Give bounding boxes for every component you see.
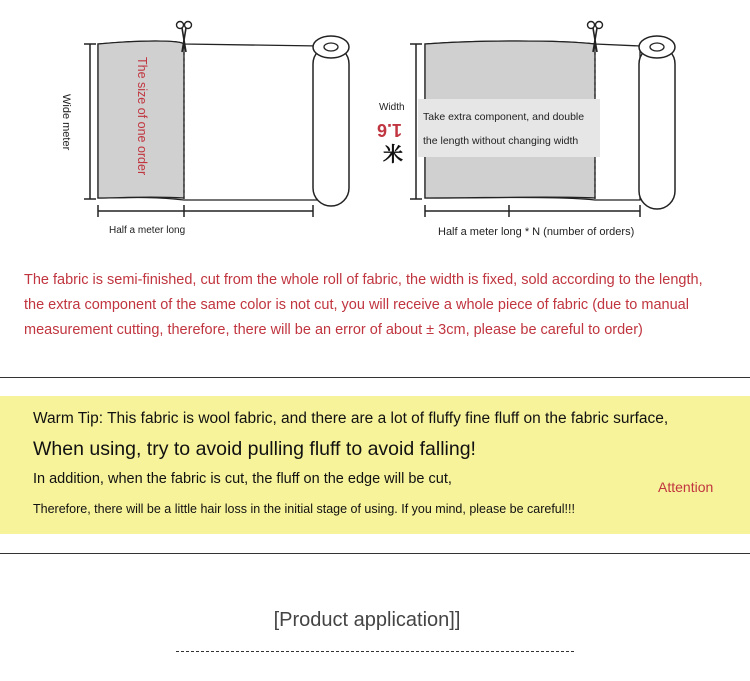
fabric-roll — [313, 46, 349, 206]
warm-tip-line-1: Warm Tip: This fabric is wool fabric, and there are a lot of fluffy fine fluff on the fabric surface, — [33, 410, 669, 427]
callout-line-2: the length without changing width — [423, 135, 579, 147]
dashed-divider — [176, 651, 574, 652]
width-label: Width — [379, 102, 405, 113]
callout-box — [418, 99, 600, 157]
order-size-label: The size of one order — [135, 57, 149, 176]
callout-line-1: Take extra component, and double — [423, 111, 585, 123]
divider-bottom — [0, 553, 750, 554]
width-value: 1.6 — [377, 120, 403, 140]
divider-top — [0, 377, 750, 378]
warm-tip-line-4: Therefore, there will be a little hair loss in the initial stage of using. If you mind, please be careful!!! — [33, 502, 575, 516]
fabric-diagrams — [0, 0, 750, 260]
left-fabric-diagram — [84, 22, 349, 218]
half-meter-label: Half a meter long — [109, 225, 186, 236]
meter-mark: 米 — [383, 144, 403, 166]
attention-label: Attention — [658, 479, 714, 495]
half-meter-n-label: Half a meter long * N (number of orders) — [438, 226, 635, 238]
fabric-notice: The fabric is semi-finished, cut from the whole roll of fabric, the width is fixed, sold according to the length, the extra component of the same color is not cut, you will receive a whole piece of fabric (due to manual measurement cutting, therefore, there will be an error of about ± 3cm, please be careful to order) — [24, 272, 703, 338]
warm-tip-line-2: When using, try to avoid pulling fluff to avoid falling! — [33, 438, 476, 460]
section-title: [Product application]] — [273, 609, 461, 631]
wide-meter-label: Wide meter — [60, 94, 72, 151]
warm-tip-line-3: In addition, when the fabric is cut, the fluff on the edge will be cut, — [33, 471, 452, 487]
